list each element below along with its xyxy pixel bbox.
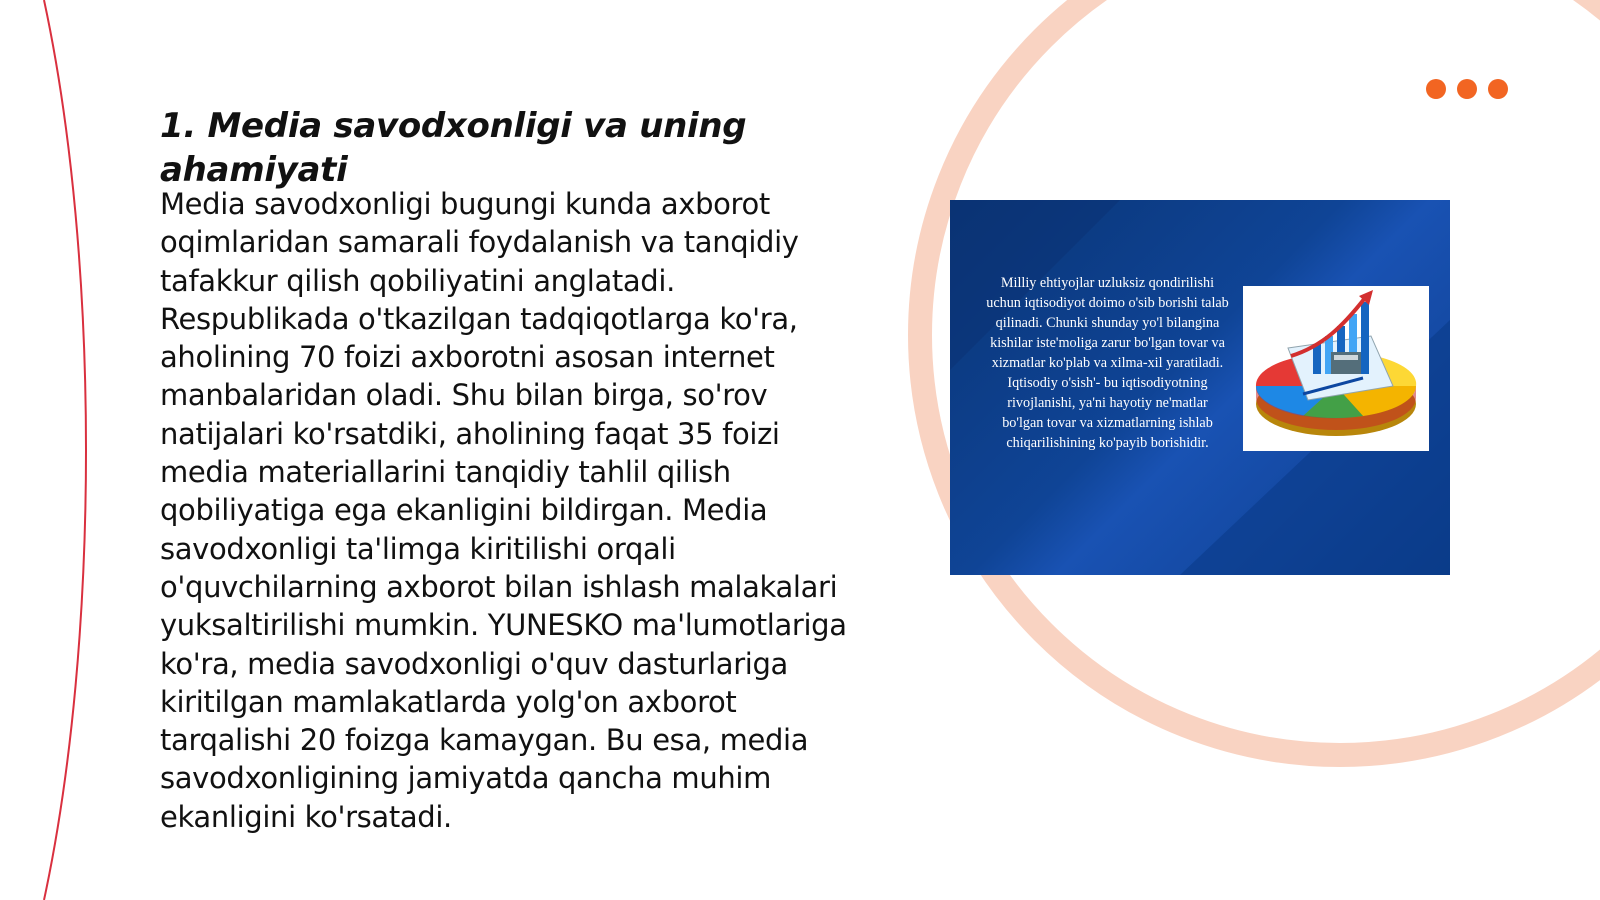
dot-icon (1457, 79, 1477, 99)
left-red-curve (44, 0, 86, 900)
slide-body-text: Media savodxonligi bugungi kunda axborot oqimlaridan samarali foydalanish va tanqidiy tafakkur qilish qobiliyatini anglatadi. Respublikada o'tkazilgan tadqiqotlarga ko'ra, aholining 70 foizi axborotni asosan internet manbalaridan oladi. Shu bilan birga, so'rov natijalari ko'rsatdiki, aholining faqat 35 foizi media materiallarini tanqidiy tahlil qilish qobiliyatiga ega ekanligini bildirgan. Media savodxonligi ta'limga kiritilishi orqali o'quvchilarning axborot bilan ishlash malakalari yuksaltirilishi mumkin. YUNESKO ma'lumotlariga ko'ra, media savodxonligi o'quv dasturlariga kiritilgan mamlakatlarda yolg'on axborot tarqalishi 20 foizga kamaygan. Bu esa, media savodxonligining jamiyatda qancha muhim ekanligini ko'rsatadi. (160, 187, 847, 834)
picture-caption: Milliy ehtiyojlar uzluksiz qondirilishi uchun iqtisodiyot doimo o'sib borishi talab qilinadi. Chunki shunday yo'l bilangina kishilar iste'moliga zarur bo'lgan tovar va xizmatlar ko'plab va xilma-xil yaratiladi. Iqtisodiy o'sish'- bu iqtisodiyotning rivojlanishi, ya'ni hayotiy ne'matlar bo'lgan tovar va xizmatlarning ishlab chiqarilishining ko'payib borishidir. (986, 275, 1229, 451)
dot-icon (1488, 79, 1508, 99)
more-dots-icon (1426, 79, 1508, 99)
dot-icon (1426, 79, 1446, 99)
slide-title: 1. Media savodxonligi va uning ahamiyati (160, 106, 747, 190)
embedded-picture (950, 200, 1450, 575)
economic-growth-pie-chart-icon (1243, 286, 1429, 451)
